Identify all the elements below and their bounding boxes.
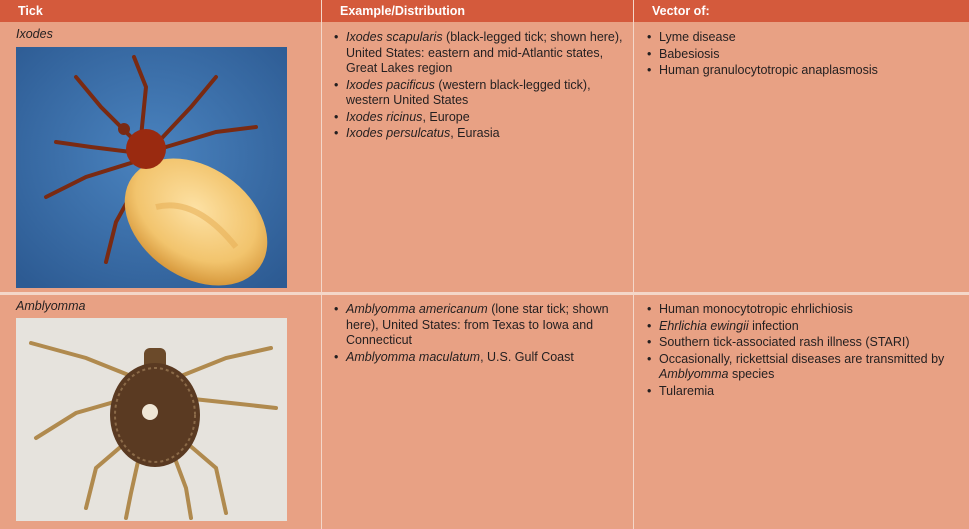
list-item (334, 302, 624, 349)
list-item (334, 30, 624, 77)
species-name: Ixodes pacificus (346, 77, 435, 92)
species-name: Ixodes ricinus (346, 109, 423, 124)
examples-list-amblyomma (334, 302, 624, 366)
distribution-text: (black-legged tick; shown here), United States: eastern and mid-Atlantic states, Great Lakes region (346, 30, 623, 75)
distribution-text: , Europe (422, 109, 470, 124)
header-vector-of: Vector of: (634, 0, 969, 22)
list-item (334, 350, 624, 366)
column-divider (633, 0, 634, 529)
list-item: • Human granulocytotropic anaplasmosis (647, 63, 962, 79)
distribution-text: , Eurasia (450, 126, 500, 140)
ixodes-tick-illustration (16, 47, 287, 288)
ixodes-tick-photo (16, 47, 287, 288)
list-item: • Ehrlichia ewingii infection (647, 319, 962, 335)
amblyomma-tick-illustration (16, 318, 287, 521)
list-item (334, 110, 624, 126)
amblyomma-tick-photo (16, 318, 287, 521)
vectors-list-ixodes (647, 30, 962, 80)
row-divider (0, 292, 969, 295)
species-name: Amblyomma maculatum (346, 349, 481, 364)
list-item: • Lyme disease (647, 30, 962, 46)
distribution-text: (lone star tick; shown here), United States: from Texas to Iowa and Connecticut (346, 302, 609, 347)
tick-name-ixodes: Ixodes (16, 27, 53, 41)
list-item (334, 78, 624, 109)
distribution-text: , U.S. Gulf Coast (480, 349, 574, 364)
tick-name-amblyomma: Amblyomma (16, 299, 86, 313)
list-item: • Occasionally, rickettsial diseases are transmitted by Amblyomma species (647, 352, 962, 383)
column-divider (321, 0, 322, 529)
species-name: Ixodes scapularis (346, 30, 443, 44)
species-name: Ixodes persulcatus (346, 126, 451, 140)
header-example-distribution: Example/Distribution (322, 0, 633, 22)
species-name: Amblyomma americanum (346, 302, 488, 316)
header-tick: Tick (0, 0, 321, 22)
examples-list-ixodes (334, 30, 624, 143)
list-item: • Southern tick-associated rash illness (STARI) (647, 335, 962, 351)
list-item: • Tularemia (647, 384, 962, 400)
vectors-list-amblyomma (647, 302, 962, 400)
list-item (334, 126, 624, 142)
distribution-text: (western black-legged tick), western United States (346, 77, 591, 107)
list-item: • Babesiosis (647, 47, 962, 63)
list-item: • Human monocytotropic ehrlichiosis (647, 302, 962, 318)
